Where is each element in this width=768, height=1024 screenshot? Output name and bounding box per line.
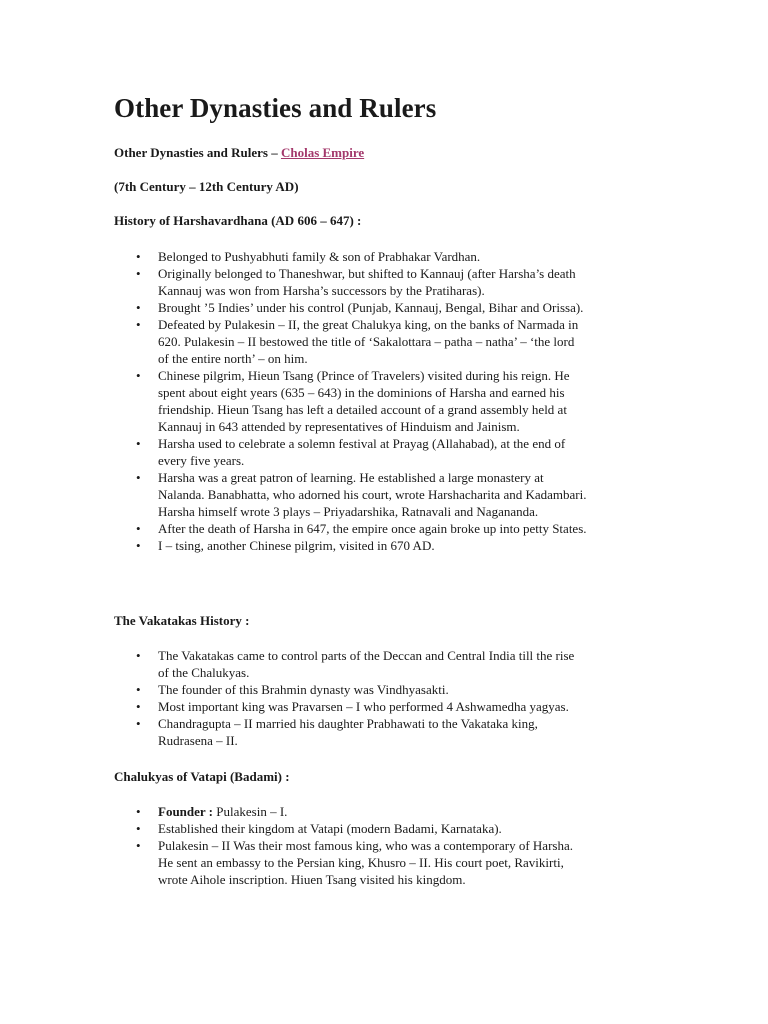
list-item-line: • Chandragupta – II married his daughter Prabhawati to the Vakataka king, (158, 716, 538, 731)
list-item (114, 820, 674, 837)
list-item-line: • Harsha used to celebrate a solemn festival at Prayag (Allahabad), at the end of (158, 436, 566, 451)
list-item-line: • Pulakesin – II Was their most famous king, who was a contemporary of Harsha. (158, 838, 573, 853)
list-item (114, 316, 674, 367)
harsha-heading: History of Harshavardhana (AD 606 – 647) : (114, 213, 362, 228)
list-item (114, 537, 674, 554)
vakataka-list (114, 647, 674, 749)
chalukya-heading: Chalukyas of Vatapi (Badami) : (114, 769, 290, 784)
cholas-empire-link[interactable]: Cholas Empire (280, 145, 365, 160)
list-item (114, 681, 674, 698)
intro-prefix: Other Dynasties and Rulers – (114, 145, 281, 160)
list-item-line: Kannauj was won from Harsha’s successors by the Pratiharas). (158, 283, 485, 298)
vakataka-heading: The Vakatakas History : (114, 613, 250, 628)
list-item (114, 435, 674, 469)
list-item-line: • The Vakatakas came to control parts of the Deccan and Central India till the rise (158, 648, 575, 663)
list-item-line: He sent an embassy to the Persian king, Khusro – II. His court poet, Ravikirti, (158, 855, 564, 870)
list-item-line: • The founder of this Brahmin dynasty was Vindhyasakti. (158, 682, 449, 697)
list-item-line: Rudrasena – II. (158, 733, 238, 748)
list-item (114, 520, 674, 537)
list-item (114, 248, 674, 265)
list-item-line: wrote Aihole inscription. Hiuen Tsang visited his kingdom. (158, 872, 466, 887)
list-item-line: 620. Pulakesin – II bestowed the title of ‘Sakalottara – patha – natha’ – ‘the lord (158, 334, 575, 349)
list-item (114, 469, 674, 520)
list-item-line: Nalanda. Banabhatta, who adorned his court, wrote Harshacharita and Kadambari. (158, 487, 587, 502)
list-item-line: spent about eight years (635 – 643) in the dominions of Harsha and earned his (158, 385, 565, 400)
list-item-line: of the Chalukyas. (158, 665, 250, 680)
list-item-line: • Originally belonged to Thaneshwar, but shifted to Kannauj (after Harsha’s death (158, 266, 576, 281)
list-item (114, 647, 674, 681)
list-item-line: • Most important king was Pravarsen – I who performed 4 Ashwamedha yagyas. (158, 699, 569, 714)
harsha-list (114, 248, 674, 554)
page-title: Other Dynasties and Rulers (114, 93, 437, 123)
chalukya-list (114, 803, 674, 888)
founder-value: Pulakesin – I. (213, 804, 288, 819)
list-item-line: • Established their kingdom at Vatapi (modern Badami, Karnataka). (158, 821, 502, 836)
list-item-line: of the entire north’ – on him. (158, 351, 308, 366)
list-item-line: every five years. (158, 453, 245, 468)
list-item-line: • Belonged to Pushyabhuti family & son of Prabhakar Vardhan. (158, 249, 481, 264)
founder-label: Founder : (158, 804, 214, 819)
list-item-line: • After the death of Harsha in 647, the empire once again broke up into petty States. (158, 521, 587, 536)
list-item (114, 367, 674, 435)
list-item (114, 299, 674, 316)
list-item (114, 698, 674, 715)
list-item (114, 265, 674, 299)
list-item-line: • Defeated by Pulakesin – II, the great Chalukya king, on the banks of Narmada in (158, 317, 579, 332)
list-item-line: friendship. Hieun Tsang has left a detailed account of a grand assembly held at (158, 402, 567, 417)
period-heading: (7th Century – 12th Century AD) (114, 179, 299, 194)
list-item (114, 837, 674, 888)
intro-line (114, 145, 364, 161)
list-item-line: • I – tsing, another Chinese pilgrim, visited in 670 AD. (158, 538, 435, 553)
list-item-line: • Chinese pilgrim, Hieun Tsang (Prince of Travelers) visited during his reign. He (158, 368, 570, 383)
list-item (114, 803, 674, 820)
list-item-line: • Harsha was a great patron of learning. He established a large monastery at (158, 470, 544, 485)
list-item-line: • Brought ’5 Indies’ under his control (Punjab, Kannauj, Bengal, Bihar and Orissa). (158, 300, 584, 315)
list-item-line: Harsha himself wrote 3 plays – Priyadarshika, Ratnavali and Nagananda. (158, 504, 539, 519)
list-item-line: Kannauj in 643 attended by representatives of Hinduism and Jainism. (158, 419, 520, 434)
list-item (114, 715, 674, 749)
